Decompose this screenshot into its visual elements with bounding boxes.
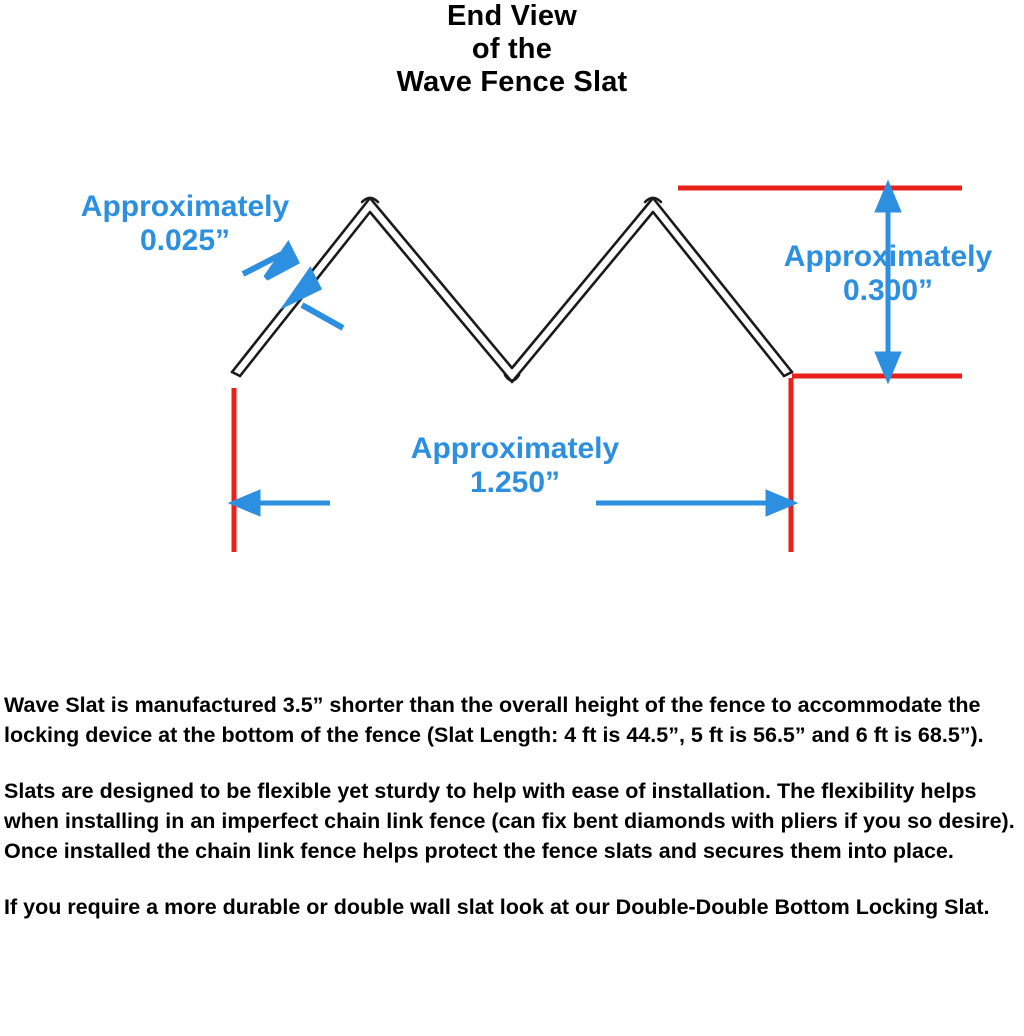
thickness-label-line-2: 0.025” xyxy=(139,223,231,257)
slat-diagram xyxy=(0,150,1024,620)
thickness-label-line-1: Approximately xyxy=(80,190,290,223)
title-line-2: of the xyxy=(471,33,553,65)
width-label-line-2: 1.250” xyxy=(469,465,561,499)
paragraph-flexibility: Slats are designed to be flexible yet sturdy to help with ease of installation. The flexibility helps when installing in an imperfect chain link fence (can fix bent diamonds with pliers if you so desire). Once installed the chain link fence helps protect the fence slats and secures them into place. xyxy=(4,779,1015,863)
height-label xyxy=(752,240,1024,307)
height-label-line-1: Approximately xyxy=(783,240,993,273)
width-label xyxy=(300,432,730,499)
height-label-line-2: 0.300” xyxy=(842,273,934,307)
description-text xyxy=(0,690,1024,922)
thickness-label xyxy=(40,190,330,257)
width-label-line-1: Approximately xyxy=(410,432,620,465)
paragraph-upsell: If you require a more durable or double wall slat look at our Double-Double Bottom Locking Slat. xyxy=(4,895,990,919)
page-title xyxy=(0,0,1024,99)
title-line-3: Wave Fence Slat xyxy=(396,66,628,98)
title-line-1: End View xyxy=(447,0,577,32)
paragraph-slat-length: Wave Slat is manufactured 3.5” shorter than the overall height of the fence to accommodate the locking device at the bottom of the fence (Slat Length: 4 ft is 44.5”, 5 ft is 56.5” and 6 ft is 68.5”). xyxy=(4,693,984,747)
thickness-leader-arrows xyxy=(243,246,343,328)
